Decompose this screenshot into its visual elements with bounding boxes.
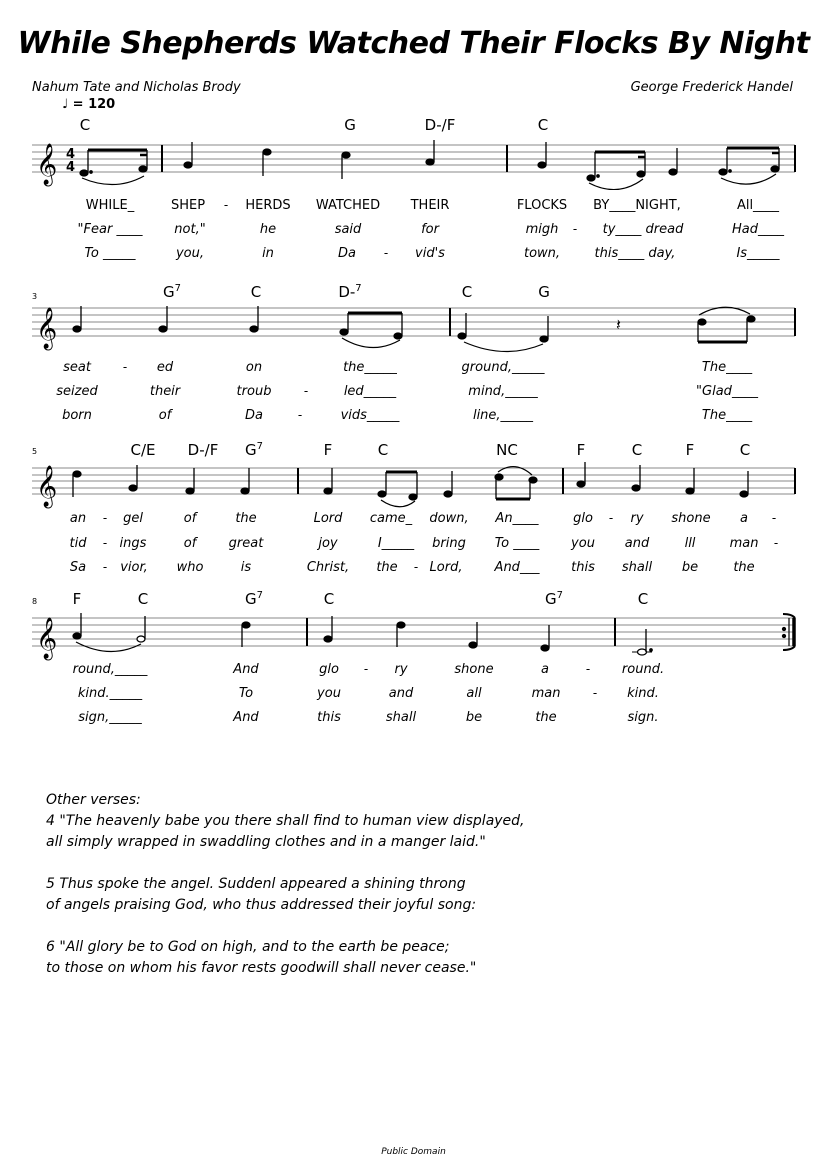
lyric-syllable: ground,_____ bbox=[461, 360, 545, 375]
lyric-syllable: And bbox=[233, 662, 259, 677]
verse-line: all simply wrapped in swaddling clothes and in a manger laid." bbox=[46, 834, 486, 850]
lyric-syllable: THEIR bbox=[410, 198, 450, 213]
lyric-syllable: mind,_____ bbox=[468, 384, 538, 399]
lyric-syllable: HERDS bbox=[245, 198, 291, 213]
lyric-syllable: SHEP bbox=[170, 198, 206, 213]
lyric-syllable: he bbox=[259, 222, 277, 237]
lyric-hyphen: - bbox=[223, 198, 229, 212]
lyric-syllable: line,_____ bbox=[472, 408, 534, 423]
lyric-syllable: shall bbox=[621, 560, 653, 575]
lyric-syllable: born bbox=[62, 408, 92, 423]
lyric-syllable: Had____ bbox=[732, 222, 784, 237]
svg-text:𝄽: 𝄽 bbox=[616, 315, 621, 334]
lyric-syllable: ry bbox=[630, 511, 644, 526]
lyric-syllable: shone bbox=[671, 511, 711, 526]
song-title: While Shepherds Watched Their Flocks By Night bbox=[17, 26, 810, 61]
chord-symbol: D-/F bbox=[187, 441, 219, 459]
lyric-syllable: And___ bbox=[494, 560, 540, 575]
lyric-syllable: BY____NIGHT, bbox=[593, 198, 681, 213]
lyric-syllable: To _____ bbox=[84, 246, 136, 261]
lyric-hyphen: - bbox=[102, 536, 108, 550]
lyric-syllable: the bbox=[535, 710, 557, 725]
staff-system-2 bbox=[0, 280, 827, 430]
lyric-syllable: great bbox=[228, 536, 264, 551]
chord-symbol: C bbox=[79, 116, 91, 134]
lyric-syllable: this____ day, bbox=[594, 246, 676, 261]
verse-line: 6 "All glory be to God on high, and to the earth be peace; bbox=[46, 939, 450, 955]
lyric-syllable: the_____ bbox=[343, 360, 397, 375]
lyric-syllable: down, bbox=[429, 511, 469, 526]
lyric-syllable: ry bbox=[394, 662, 408, 677]
verse-line: to those on whom his favor rests goodwill shall never cease." bbox=[46, 960, 477, 976]
treble-clef-icon: 𝄞 bbox=[36, 618, 58, 659]
lyric-syllable: led_____ bbox=[343, 384, 397, 399]
lyric-syllable: you bbox=[571, 536, 595, 551]
lyric-syllable: glo bbox=[319, 662, 339, 677]
chord-symbol: $G^7$ bbox=[545, 590, 563, 608]
lyric-syllable: Christ, bbox=[306, 560, 350, 575]
lyric-syllable: for bbox=[421, 222, 439, 237]
chord-symbol: F bbox=[323, 441, 333, 459]
lyric-syllable: ings bbox=[119, 536, 147, 551]
lyric-syllable: WHILE_ bbox=[85, 198, 135, 213]
lyric-syllable: troub bbox=[236, 384, 272, 399]
lyric-syllable: Lord, bbox=[429, 560, 463, 575]
lyric-syllable: you, bbox=[175, 246, 205, 261]
lyric-syllable: of bbox=[158, 408, 172, 423]
lyric-syllable: tid bbox=[69, 536, 87, 551]
verse-4 bbox=[46, 811, 525, 853]
lyric-hyphen: - bbox=[297, 408, 303, 422]
svg-text:4: 4 bbox=[66, 147, 76, 162]
lyric-syllable: this bbox=[317, 710, 341, 725]
verse-5 bbox=[46, 874, 525, 916]
other-verses bbox=[46, 790, 525, 1000]
lyric-syllable: Da bbox=[245, 408, 263, 423]
lyric-syllable: kind. bbox=[627, 686, 659, 701]
lyric-syllable: Da bbox=[338, 246, 356, 261]
chord-symbol: C/E bbox=[130, 441, 156, 459]
lyric-syllable: seized bbox=[56, 384, 98, 399]
staff-notation bbox=[0, 585, 827, 665]
lyric-syllable: sign. bbox=[627, 710, 659, 725]
chord-symbol: C bbox=[377, 441, 389, 459]
verse-line: 5 Thus spoke the angel. Suddenl appeared a shining throng bbox=[46, 876, 466, 892]
lyric-hyphen: - bbox=[413, 560, 419, 574]
lyric-hyphen: - bbox=[592, 686, 598, 700]
lyric-syllable: glo bbox=[573, 511, 593, 526]
lyric-syllable: vids_____ bbox=[340, 408, 400, 423]
lyric-syllable: vid's bbox=[415, 246, 445, 261]
lyric-syllable: vior, bbox=[120, 560, 148, 575]
chord-symbol: D-/F bbox=[424, 116, 456, 134]
lyric-syllable: joy bbox=[318, 536, 338, 551]
lyric-hyphen: - bbox=[773, 536, 779, 550]
treble-clef-icon: 𝄞 bbox=[36, 144, 58, 185]
tempo-marking: ♩ = 120 bbox=[62, 97, 116, 112]
lyric-syllable: shall bbox=[385, 710, 417, 725]
chord-symbol: C bbox=[739, 441, 751, 459]
chord-symbol: $G^7$ bbox=[245, 441, 263, 459]
lyric-syllable: be bbox=[681, 560, 699, 575]
lyric-syllable: To bbox=[238, 686, 254, 701]
chord-symbol: C bbox=[323, 590, 335, 608]
lyric-syllable: on bbox=[245, 360, 263, 375]
lyric-syllable: To ____ bbox=[494, 536, 540, 551]
lyric-syllable: sign,_____ bbox=[78, 710, 142, 725]
lyric-syllable: lll bbox=[684, 536, 696, 551]
lyric-syllable: The____ bbox=[701, 408, 753, 423]
lyric-syllable: round,_____ bbox=[72, 662, 148, 677]
lyric-syllable: ed bbox=[156, 360, 174, 375]
staff-notation bbox=[0, 435, 827, 515]
chord-symbol: G bbox=[344, 116, 356, 134]
lyric-syllable: "Fear ____ bbox=[77, 222, 143, 237]
lyric-syllable: came_ bbox=[369, 511, 413, 526]
lyric-syllable: The____ bbox=[701, 360, 753, 375]
lyric-syllable: the bbox=[733, 560, 755, 575]
lyric-hyphen: - bbox=[102, 511, 108, 525]
staff-system-3 bbox=[0, 435, 827, 585]
chord-symbol: F bbox=[576, 441, 586, 459]
lyric-syllable: Lord bbox=[313, 511, 343, 526]
chord-symbol: G bbox=[538, 283, 550, 301]
lyric-syllable: ty____ dread bbox=[602, 222, 684, 237]
other-verses-heading: Other verses: bbox=[46, 792, 141, 808]
lyric-syllable: the bbox=[376, 560, 398, 575]
chord-symbol: F bbox=[72, 590, 82, 608]
lyric-syllable: migh bbox=[525, 222, 559, 237]
lyric-hyphen: - bbox=[585, 662, 591, 676]
lyric-syllable: not," bbox=[174, 222, 206, 237]
staff-system-1 bbox=[0, 110, 827, 270]
measure-number: 8 bbox=[32, 597, 38, 606]
chord-symbol: $G^7$ bbox=[163, 283, 181, 301]
lyric-syllable: of bbox=[183, 511, 197, 526]
lyric-syllable: their bbox=[149, 384, 181, 399]
lyric-syllable: Sa bbox=[69, 560, 87, 575]
lyric-syllable: who bbox=[176, 560, 204, 575]
lyric-syllable: All____ bbox=[736, 198, 780, 213]
chord-symbol: D-$^7$ bbox=[338, 283, 362, 301]
lyric-hyphen: - bbox=[383, 246, 389, 260]
staff-system-4 bbox=[0, 585, 827, 735]
lyric-syllable: WATCHED bbox=[315, 198, 381, 213]
composer-credit: George Frederick Handel bbox=[630, 80, 793, 95]
lyric-syllable: the bbox=[235, 511, 257, 526]
lyric-syllable: kind._____ bbox=[77, 686, 143, 701]
lyric-syllable: round. bbox=[621, 662, 665, 677]
lyric-syllable: all bbox=[466, 686, 482, 701]
measure-number: 3 bbox=[32, 292, 38, 301]
lyric-hyphen: - bbox=[303, 384, 309, 398]
lyric-syllable: bring bbox=[432, 536, 466, 551]
copyright-footer: Public Domain bbox=[381, 1147, 446, 1157]
verse-line: of angels praising God, who thus addressed their joyful song: bbox=[46, 897, 477, 913]
lyric-syllable: in bbox=[262, 246, 274, 261]
lyric-syllable: An____ bbox=[495, 511, 539, 526]
verse-6 bbox=[46, 937, 525, 979]
lyric-hyphen: - bbox=[608, 511, 614, 525]
verse-line: 4 "The heavenly babe you there shall find to human view displayed, bbox=[46, 813, 525, 829]
chord-symbol: $G^7$ bbox=[245, 590, 263, 608]
lyric-syllable: I_____ bbox=[377, 536, 415, 551]
chord-symbol: C bbox=[250, 283, 262, 301]
chord-symbol: C bbox=[137, 590, 149, 608]
lyric-syllable: a bbox=[541, 662, 549, 677]
lyricist-credit: Nahum Tate and Nicholas Brody bbox=[32, 80, 241, 95]
lyric-syllable: shone bbox=[454, 662, 494, 677]
chord-symbol: C bbox=[637, 590, 649, 608]
lyric-syllable: "Glad____ bbox=[696, 384, 758, 399]
lyric-syllable: be bbox=[465, 710, 483, 725]
lyric-syllable: seat bbox=[63, 360, 91, 375]
chord-symbol: C bbox=[461, 283, 473, 301]
measure-number: 5 bbox=[32, 447, 38, 456]
chord-symbol: F bbox=[685, 441, 695, 459]
svg-text:4: 4 bbox=[66, 160, 76, 175]
lyric-syllable: said bbox=[334, 222, 362, 237]
lyric-syllable: a bbox=[740, 511, 748, 526]
lyric-hyphen: - bbox=[122, 360, 128, 374]
lyric-syllable: and bbox=[388, 686, 414, 701]
treble-clef-icon: 𝄞 bbox=[36, 466, 58, 507]
lyric-syllable: town, bbox=[523, 246, 561, 261]
lyric-syllable: And bbox=[233, 710, 259, 725]
staff-notation bbox=[0, 110, 827, 190]
lyric-hyphen: - bbox=[771, 511, 777, 525]
lyric-syllable: is bbox=[240, 560, 252, 575]
chord-symbol: C bbox=[631, 441, 643, 459]
chord-symbol: C bbox=[537, 116, 549, 134]
treble-clef-icon: 𝄞 bbox=[36, 308, 58, 349]
lyric-syllable: of bbox=[183, 536, 197, 551]
lyric-syllable: man bbox=[729, 536, 759, 551]
lyric-syllable: this bbox=[571, 560, 595, 575]
lyric-syllable: gel bbox=[123, 511, 143, 526]
lyric-syllable: you bbox=[317, 686, 341, 701]
lyric-syllable: FLOCKS bbox=[516, 198, 568, 213]
lyric-hyphen: - bbox=[572, 222, 578, 236]
staff-notation bbox=[0, 280, 827, 360]
chord-symbol: NC bbox=[496, 441, 518, 459]
lyric-hyphen: - bbox=[363, 662, 369, 676]
lyric-hyphen: - bbox=[102, 560, 108, 574]
lyric-syllable: man bbox=[531, 686, 561, 701]
lyric-syllable: an bbox=[69, 511, 87, 526]
lyric-syllable: and bbox=[624, 536, 650, 551]
lyric-syllable: Is_____ bbox=[736, 246, 780, 261]
